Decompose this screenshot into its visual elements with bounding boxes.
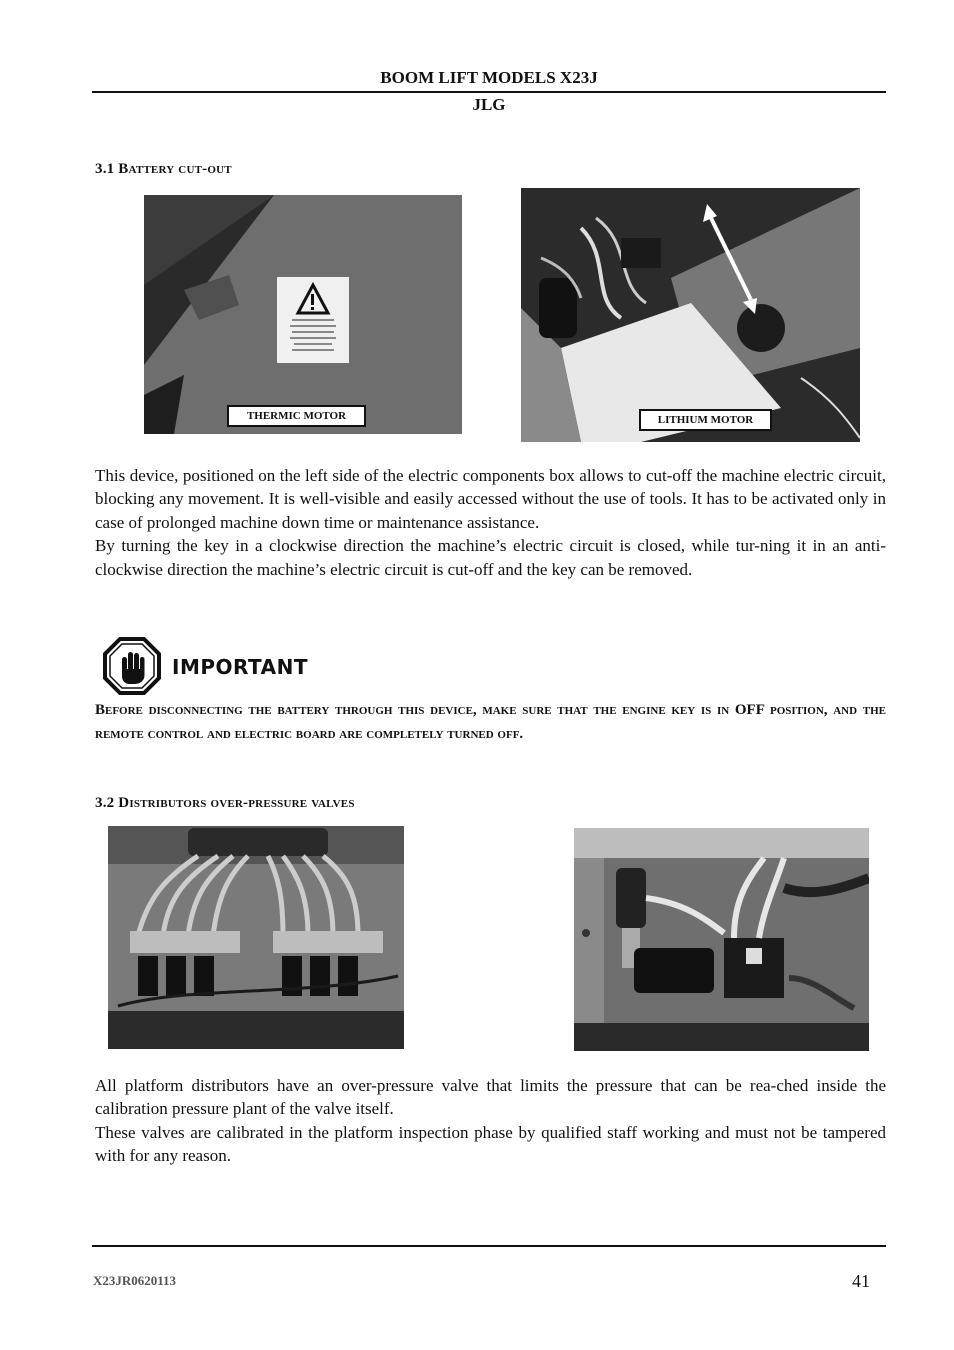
section-title-overpressure-valves: 3.2 Distributors over-pressure valves <box>95 795 355 811</box>
document-header-brand: JLG <box>472 95 506 114</box>
page-number: 41 <box>852 1271 870 1291</box>
header-rule <box>92 91 886 93</box>
photo-distributor-bank <box>108 826 404 1049</box>
paragraph: These valves are calibrated in the platform inspection phase by qualified staff working and must not be tampered with for any reason. <box>95 1122 886 1166</box>
paragraph: This device, positioned on the left side of the electric components box allows to cut-off the machine electric circuit, blocking any movement. It is well-visible and easily accessed without the use of tools. It has to be activated only in case of prolonged machine down time or maintenance assistance. <box>95 466 886 532</box>
document-code: X23JR0620113 <box>93 1273 177 1288</box>
important-warning-text: Before disconnecting the battery through this device, make sure that the engine key is in OFF position, and the remote control and electric board are completely turned off. <box>95 702 886 742</box>
document-header-title: BOOM LIFT MODELS X23J <box>380 68 598 87</box>
photo-lithium-motor <box>521 188 860 442</box>
caption-lithium-motor: LITHIUM MOTOR <box>639 409 772 431</box>
paragraph: By turning the key in a clockwise direction the machine’s electric circuit is closed, while tur-ning it in an anti-clockwise direction the machine’s electric circuit is cut-off and the key can be removed. <box>95 536 886 579</box>
overpressure-valves-description <box>95 1074 886 1168</box>
section-title-battery-cutout: 3.1 Battery cut-out <box>95 161 232 177</box>
footer-rule <box>92 1245 886 1247</box>
stop-hand-icon <box>103 637 161 695</box>
photo-pump-valve-unit <box>574 828 869 1051</box>
important-heading: IMPORTANT <box>172 655 308 679</box>
battery-cutout-description <box>95 464 886 581</box>
paragraph: All platform distributors have an over-pressure valve that limits the pressure that can be rea-ched inside the calibration pressure plant of the valve itself. <box>95 1076 886 1119</box>
photo-thermic-motor <box>144 195 462 434</box>
caption-thermic-motor: THERMIC MOTOR <box>227 405 366 427</box>
